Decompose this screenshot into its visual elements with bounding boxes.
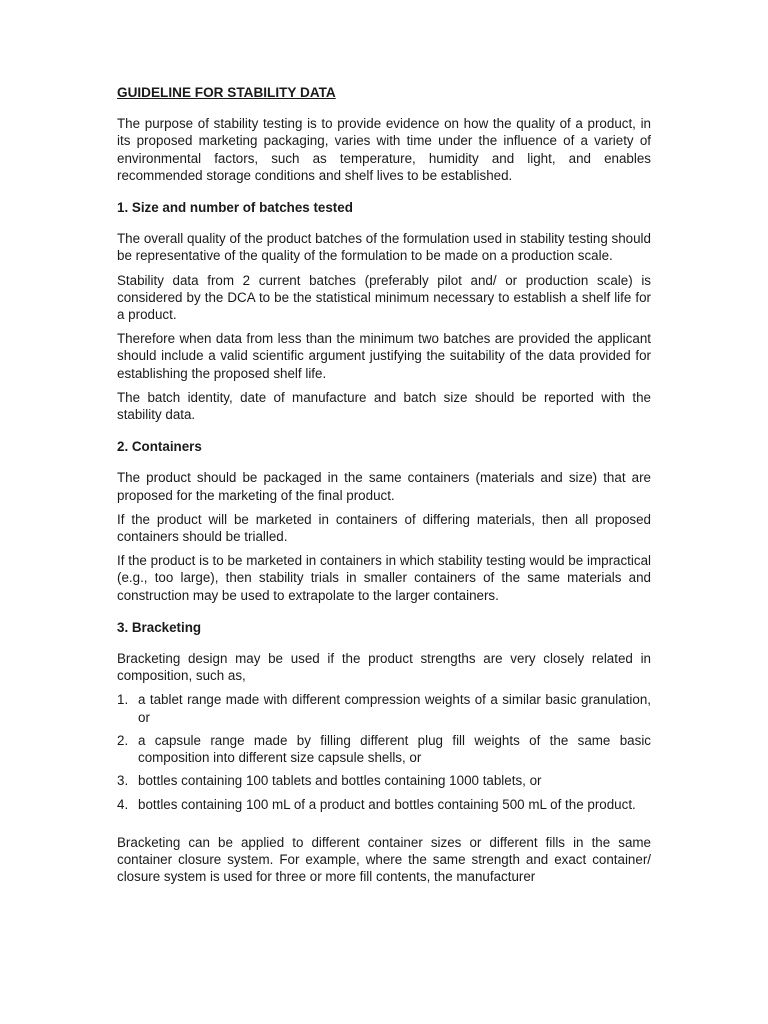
document-title: GUIDELINE FOR STABILITY DATA bbox=[117, 85, 336, 100]
section-heading: 1. Size and number of batches tested bbox=[117, 200, 353, 216]
section-paragraph: The batch identity, date of manufacture and batch size should be reported with the stability data. bbox=[117, 389, 651, 423]
document-page bbox=[117, 84, 651, 892]
section-paragraph: The product should be packaged in the same containers (materials and size) that are proposed for the marketing of the final product. bbox=[117, 470, 651, 503]
list-item bbox=[117, 732, 651, 766]
section-paragraph: The overall quality of the product batches of the formulation used in stability testing should be representative of the quality of the formulation to be made on a production scale. bbox=[117, 231, 651, 264]
section-paragraph: If the product will be marketed in containers of differing materials, then all proposed containers should be trialled. bbox=[117, 511, 651, 545]
list-item-text: a tablet range made with different compression weights of a similar basic granulation, or bbox=[138, 692, 651, 725]
list-item-number: 3. bbox=[117, 773, 129, 789]
intro-paragraph: The purpose of stability testing is to provide evidence on how the quality of a product, in its proposed marketing packaging, varies with time under the influence of a variety of environmental factors, such as temperature, humidity and light, and enables recommended storage conditions and shelf lives to be established. bbox=[117, 116, 651, 183]
list-item bbox=[117, 772, 651, 789]
section-bracketing bbox=[117, 619, 651, 885]
list-item bbox=[117, 691, 651, 725]
bracketing-list bbox=[117, 691, 651, 812]
list-item-number: 4. bbox=[117, 796, 129, 812]
list-item-text: bottles containing 100 mL of a product and bottles containing 500 mL of the product. bbox=[138, 796, 636, 812]
list-item-text: bottles containing 100 tablets and bottles containing 1000 tablets, or bbox=[138, 773, 542, 789]
list-item-number: 1. bbox=[117, 692, 129, 708]
list-item-text: a capsule range made by filling different plug fill weights of the same basic composition into different size capsule shells, or bbox=[138, 732, 651, 766]
section-heading: 3. Bracketing bbox=[117, 619, 202, 635]
section-paragraph: Bracketing can be applied to different container sizes or different fills in the same container closure system. For example, where the same strength and exact container/ closure system is used for three or more fill contents, the manufacturer bbox=[117, 834, 651, 885]
section-paragraph: Therefore when data from less than the minimum two batches are provided the applicant should include a valid scientific argument justifying the suitability of the data provided for establishing the proposed shelf life. bbox=[117, 331, 651, 381]
section-paragraph: Bracketing design may be used if the product strengths are very closely related in composition, such as, bbox=[117, 651, 651, 684]
list-item-number: 2. bbox=[117, 732, 129, 748]
section-paragraph: Stability data from 2 current batches (preferably pilot and/ or production scale) is considered by the DCA to be the statistical minimum necessary to establish a shelf life for a product. bbox=[117, 272, 651, 323]
section-containers bbox=[117, 438, 651, 604]
spacer bbox=[117, 820, 651, 834]
list-item bbox=[117, 796, 651, 813]
section-paragraph: If the product is to be marketed in containers in which stability testing would be impractical (e.g., too large), then stability trials in smaller containers of the same materials and construction may be used to extrapolate to the larger containers. bbox=[117, 553, 651, 603]
section-heading: 2. Containers bbox=[117, 439, 202, 455]
section-batches bbox=[117, 199, 651, 423]
